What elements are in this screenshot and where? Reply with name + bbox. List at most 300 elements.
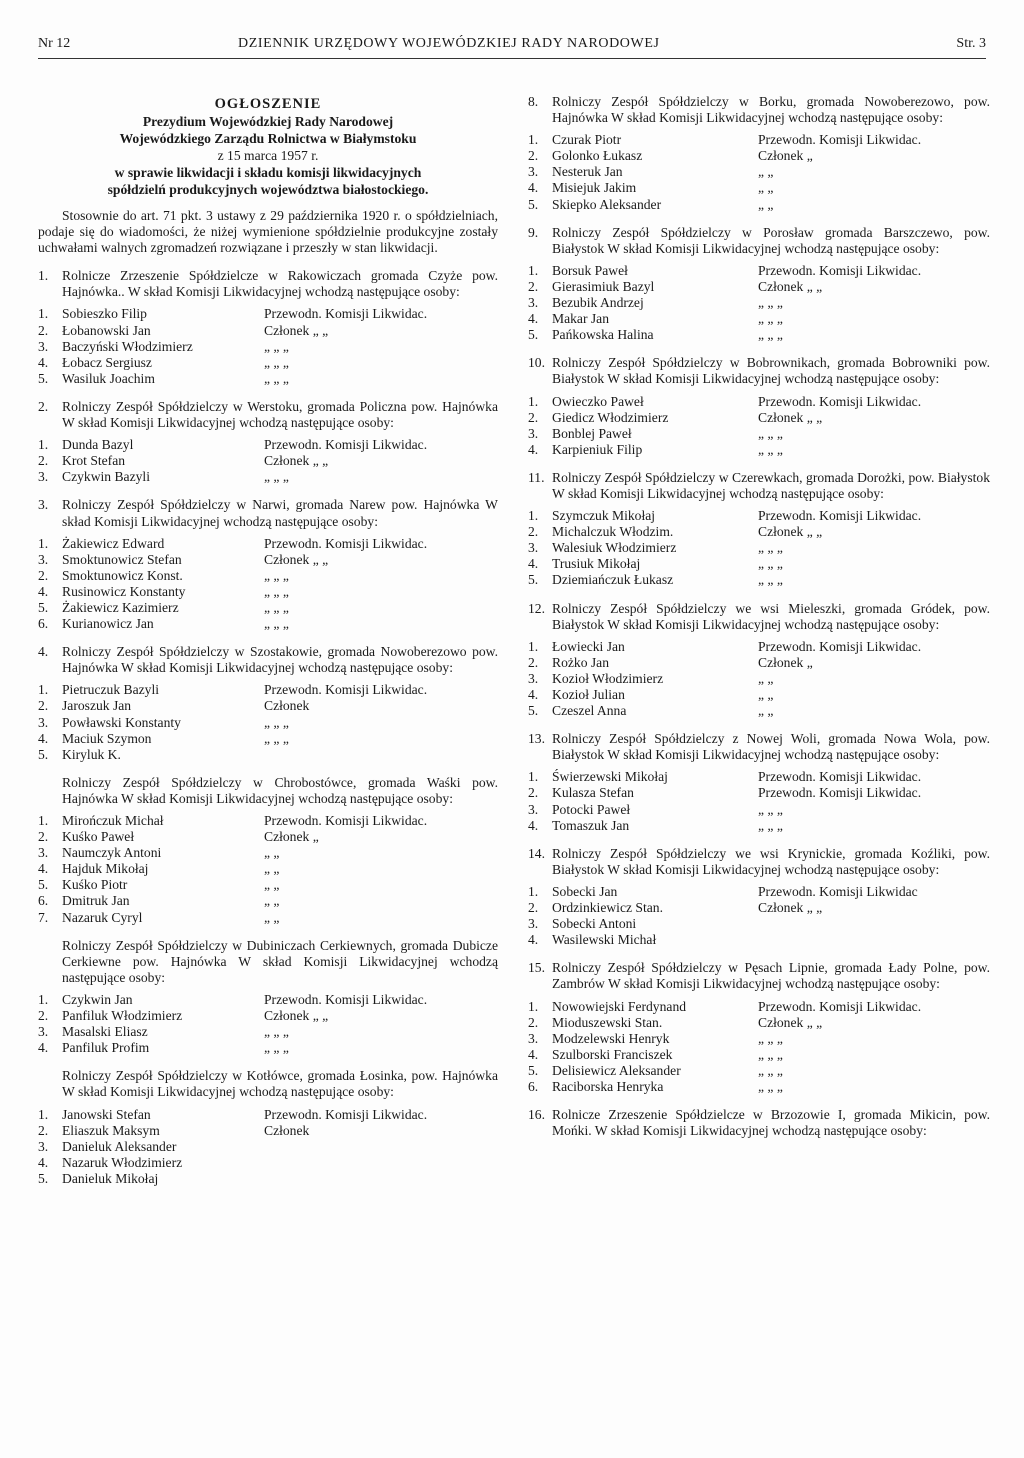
member-row: [38, 1107, 498, 1123]
member-row: [528, 442, 990, 458]
member-name: Jaroszuk Jan: [62, 698, 132, 714]
member-role: [264, 1139, 498, 1155]
member-name: Kiryluk K.: [62, 746, 121, 762]
member-name: Pańkowska Halina: [552, 327, 654, 343]
member-name: Kozioł Włodzimierz: [552, 670, 664, 686]
member-number: 5.: [528, 703, 539, 719]
member-number: 6.: [528, 1078, 539, 1094]
member-row: [38, 339, 498, 355]
member-number: 5.: [38, 599, 49, 615]
member-name: Powławski Konstanty: [62, 714, 181, 730]
member-name: Kuśko Piotr: [62, 877, 128, 893]
member-number: 1.: [528, 393, 539, 409]
member-number: 4.: [38, 1154, 49, 1170]
member-name: Smoktunowicz Konst.: [62, 567, 183, 583]
entry-heading: [38, 497, 498, 529]
entry-text: Rolniczy Zespół Spółdzielczy we wsi Krynickie, gromada Koźliki, pow. Białystok W skład Komisji Likwidacyjnej wchodzą następujące osoby:: [552, 845, 990, 877]
member-role: „ „ „: [758, 572, 783, 588]
entry-heading: [528, 846, 990, 878]
member-name: Gierasimiuk Bazyl: [552, 278, 655, 294]
member-name: Baczyński Włodzimierz: [62, 338, 193, 354]
member-name: Czykwin Jan: [62, 991, 133, 1007]
member-number: 4.: [38, 354, 49, 370]
member-number: 3.: [528, 295, 539, 311]
entry-heading: [528, 960, 990, 992]
member-role: Członek „ „: [758, 409, 823, 425]
member-role: Przewodn. Komisji Likwidac.: [264, 437, 428, 453]
member-row: [528, 327, 990, 343]
member-number: 3.: [528, 1030, 539, 1046]
member-number: 3.: [38, 338, 49, 354]
member-row: [528, 410, 990, 426]
member-role: Członek „: [264, 829, 319, 845]
entry-heading: [528, 1107, 990, 1139]
member-number: 1.: [38, 306, 49, 322]
cooperative-entry: [528, 470, 990, 589]
member-name: Hajduk Mikołaj: [62, 861, 149, 877]
member-row: [38, 568, 498, 584]
entry-text: Rolniczy Zespół Spółdzielczy w Dubiniczach Cerkiewnych, gromada Dubicze Cerkiewne pow. Hajnówka W skład Komisji Likwidacyjnej wchodzą następujące osoby:: [62, 937, 498, 985]
member-row: [38, 861, 498, 877]
member-row: [528, 1031, 990, 1047]
member-row: [528, 197, 990, 213]
left-entries: [38, 268, 498, 1187]
member-row: [38, 829, 498, 845]
member-role: „ „ „: [758, 441, 783, 457]
member-number: 3.: [528, 801, 539, 817]
entry-heading: [38, 268, 498, 300]
entry-text: Rolniczy Zespół Spółdzielczy we wsi Mieleszki, gromada Gródek, pow. Białystok W skład Komisji Likwidacyjnej wchodzą następujące osoby:: [552, 600, 990, 632]
member-number: 5.: [528, 572, 539, 588]
member-name: Ordzinkiewicz Stan.: [552, 900, 663, 916]
member-row: [38, 682, 498, 698]
member-role: „ „ „: [264, 370, 289, 386]
member-role: [758, 932, 990, 948]
member-number: 4.: [38, 730, 49, 746]
entry-number: 10.: [528, 355, 545, 371]
member-name: Tomaszuk Jan: [552, 817, 630, 833]
member-row: [38, 355, 498, 371]
member-name: Świerzewski Mikołaj: [552, 769, 668, 785]
entry-number: 12.: [528, 600, 545, 616]
entry-heading: [528, 601, 990, 633]
member-row: [528, 572, 990, 588]
cooperative-entry: [38, 399, 498, 485]
member-role: Członek „ „: [264, 1008, 329, 1024]
entry-text: Rolnicze Zrzeszenie Spółdzielcze w Rakowiczach gromada Czyże pow. Hajnówka.. W skład Komisji Likwidacyjnej wchodzą następujące osoby:: [62, 268, 498, 300]
member-row: [38, 1008, 498, 1024]
member-number: 4.: [528, 1046, 539, 1062]
member-number: 6.: [38, 893, 49, 909]
member-number: 3.: [528, 916, 539, 932]
member-number: 5.: [528, 1062, 539, 1078]
journal-title: DZIENNIK URZĘDOWY WOJEWÓDZKIEJ RADY NARODOWEJ: [238, 36, 660, 51]
member-number: 4.: [38, 861, 49, 877]
member-row: [528, 671, 990, 687]
member-role: „ „ „: [264, 1024, 289, 1040]
member-number: 3.: [38, 845, 49, 861]
member-row: [38, 469, 498, 485]
right-entries: [528, 94, 990, 1139]
member-row: [528, 540, 990, 556]
member-number: 5.: [38, 1170, 49, 1186]
member-role: „ „ „: [758, 1046, 783, 1062]
member-name: Czurak Piotr: [552, 132, 622, 148]
member-row: [38, 584, 498, 600]
authority-line-1: Prezydium Wojewódzkiej Rady Narodowej: [142, 114, 394, 129]
member-name: Rożko Jan: [552, 654, 610, 670]
member-name: Smoktunowicz Stefan: [62, 551, 182, 567]
member-row: [528, 524, 990, 540]
entry-number: 13.: [528, 731, 545, 747]
member-number: 2.: [528, 524, 539, 540]
member-row: [528, 148, 990, 164]
subject-line-2: spółdzielń produkcyjnych województwa białostockiego.: [107, 182, 429, 197]
entry-text: Rolnicze Zrzeszenie Spółdzielcze w Brzozowie I, gromada Mikicin, pow. Mońki. W skład Komisji Likwidacyjnej wchodzą następujące osoby:: [552, 1107, 990, 1139]
member-name: Mioduszewski Stan.: [552, 1014, 663, 1030]
member-name: Walesiuk Włodzimierz: [552, 540, 677, 556]
right-column: [528, 82, 990, 1139]
member-row: [528, 508, 990, 524]
member-number: 2.: [38, 829, 49, 845]
member-name: Szulborski Franciszek: [552, 1046, 673, 1062]
member-role: „ „ „: [758, 817, 783, 833]
member-role: Członek „ „: [264, 322, 329, 338]
member-role: „ „ „: [264, 583, 289, 599]
member-number: 1.: [38, 991, 49, 1007]
member-name: Potocki Paweł: [552, 801, 631, 817]
member-row: [38, 877, 498, 893]
member-row: [38, 600, 498, 616]
member-name: Kurianowicz Jan: [62, 616, 154, 632]
member-role: Przewodn. Komisji Likwidac.: [264, 813, 428, 828]
member-name: Modzelewski Henryk: [552, 1030, 670, 1046]
member-role: „ „: [758, 670, 774, 686]
member-role: Przewodn. Komisji Likwidac: [758, 883, 918, 899]
member-name: Czeszel Anna: [552, 703, 627, 719]
entry-text: Rolniczy Zespół Spółdzielczy w Szostakowie, gromada Nowoberezowo pow. Hajnówka W skład Komisji Likwidacyjnej wchodzą następujące osoby:: [62, 644, 498, 676]
member-row: [38, 1171, 498, 1187]
member-row: [38, 552, 498, 568]
member-number: 3.: [528, 540, 539, 556]
entry-number: 1.: [38, 268, 49, 284]
member-number: 1.: [528, 262, 539, 278]
member-number: 1.: [38, 813, 49, 828]
member-role: Członek „: [758, 654, 813, 670]
cooperative-entry: [38, 497, 498, 632]
member-role: „ „ „: [264, 354, 289, 370]
member-row: [38, 616, 498, 632]
member-name: Żakiewicz Edward: [62, 535, 165, 551]
member-row: [38, 813, 498, 829]
member-number: 2.: [528, 785, 539, 801]
member-row: [38, 371, 498, 387]
member-role: Przewodn. Komisji Likwidac.: [758, 393, 922, 409]
entry-number: 2.: [38, 398, 49, 414]
member-number: 2.: [38, 698, 49, 714]
member-name: Łobacz Sergiusz: [62, 354, 152, 370]
member-row: [38, 893, 498, 909]
member-number: 1.: [528, 638, 539, 654]
member-number: 4.: [528, 687, 539, 702]
member-number: 4.: [528, 556, 539, 572]
member-role: Przewodn. Komisji Likwidac.: [758, 508, 922, 524]
member-role: „ „ „: [264, 730, 289, 746]
member-role: Przewodn. Komisji Likwidac.: [264, 991, 428, 1007]
member-name: Kozioł Julian: [552, 687, 625, 702]
member-number: 2.: [528, 900, 539, 916]
member-number: 2.: [528, 278, 539, 294]
member-number: 3.: [528, 670, 539, 686]
member-name: Eliaszuk Maksym: [62, 1122, 160, 1138]
member-row: [528, 703, 990, 719]
member-role: Członek: [264, 698, 310, 714]
entry-heading: [38, 399, 498, 431]
member-number: 6.: [38, 616, 49, 632]
member-row: [528, 769, 990, 785]
member-row: [528, 687, 990, 703]
member-name: Panfiluk Włodzimierz: [62, 1008, 183, 1024]
member-row: [528, 295, 990, 311]
member-role: Przewodn. Komisji Likwidac.: [264, 682, 428, 698]
member-row: [38, 1139, 498, 1155]
member-role: „ „ „: [264, 714, 289, 730]
member-number: 4.: [38, 1040, 49, 1056]
entry-heading: [528, 470, 990, 502]
member-number: 5.: [38, 370, 49, 386]
cooperative-entry: [38, 268, 498, 387]
member-number: 2.: [38, 567, 49, 583]
left-column: [38, 82, 498, 1187]
member-role: Przewodn. Komisji Likwidac.: [758, 785, 922, 801]
member-number: 5.: [38, 877, 49, 893]
member-name: Szymczuk Mikołaj: [552, 508, 656, 524]
member-name: Danieluk Mikołaj: [62, 1170, 159, 1186]
member-role: „ „: [758, 196, 774, 212]
member-name: Borsuk Paweł: [552, 262, 628, 278]
cooperative-entry: [528, 94, 990, 213]
member-number: 4.: [528, 441, 539, 457]
member-row: [528, 639, 990, 655]
member-role: „ „ „: [264, 1040, 289, 1056]
member-number: 3.: [528, 425, 539, 441]
member-row: [528, 999, 990, 1015]
member-role: „ „ „: [758, 1078, 783, 1094]
member-role: „ „ „: [264, 469, 289, 485]
member-row: [528, 785, 990, 801]
member-number: 4.: [528, 180, 539, 196]
cooperative-entry: [38, 938, 498, 1057]
member-number: 4.: [528, 817, 539, 833]
member-role: „ „ „: [758, 295, 783, 311]
member-role: Przewodn. Komisji Likwidac.: [758, 638, 922, 654]
entry-number: 4.: [38, 644, 49, 660]
member-role: [264, 747, 498, 763]
member-row: [38, 437, 498, 453]
member-number: 3.: [38, 551, 49, 567]
member-row: [528, 279, 990, 295]
member-role: „ „: [264, 909, 280, 925]
member-role: „ „ „: [758, 801, 783, 817]
member-row: [528, 556, 990, 572]
member-role: „ „ „: [264, 567, 289, 583]
entry-heading: [38, 938, 498, 986]
member-name: Makar Jan: [552, 311, 609, 327]
member-row: [528, 1079, 990, 1095]
member-number: 3.: [38, 1138, 49, 1154]
member-name: Nowowiejski Ferdynand: [552, 998, 687, 1014]
entry-number: 14.: [528, 845, 545, 861]
member-role: „ „: [758, 703, 774, 719]
cooperative-entry: [38, 775, 498, 926]
member-row: [38, 747, 498, 763]
cooperative-entry: [528, 355, 990, 458]
subject-line-1: w sprawie likwidacji i składu komisji likwidacyjnych: [114, 165, 422, 180]
member-number: 2.: [528, 654, 539, 670]
cooperative-entry: [38, 644, 498, 763]
cooperative-entry: [528, 601, 990, 720]
member-name: Raciborska Henryka: [552, 1078, 664, 1094]
member-number: 3.: [38, 1024, 49, 1040]
member-name: Nazaruk Włodzimierz: [62, 1154, 183, 1170]
member-row: [38, 306, 498, 322]
page-header: [38, 36, 986, 59]
announcement-date: z 15 marca 1957 r.: [217, 148, 319, 163]
entry-text: Rolniczy Zespół Spółdzielczy w Kotłówce, gromada Łosinka, pow. Hajnówka W skład Komisji Likwidacyjnej wchodzą następujące osoby:: [62, 1068, 498, 1100]
entry-text: Rolniczy Zespół Spółdzielczy w Chrobostówce, gromada Waśki pow. Hajnówka W skład Komisji Likwidacyjnej wchodzą następujące osoby:: [62, 774, 498, 806]
member-role: Członek „ „: [264, 453, 329, 469]
member-number: 2.: [38, 1122, 49, 1138]
member-name: Bezubik Andrzej: [552, 295, 644, 311]
entry-heading: [528, 225, 990, 257]
announcement-heading: [38, 96, 498, 198]
member-name: Mirończuk Michał: [62, 813, 164, 828]
entry-text: Rolniczy Zespół Spółdzielczy w Czerewkach, gromada Dorożki, pow. Białystok W skład Komisji Likwidacyjnej wchodzą następujące osoby:: [552, 469, 990, 501]
member-role: Przewodn. Komisji Likwidac.: [264, 535, 428, 551]
member-name: Trusiuk Mikołaj: [552, 556, 641, 572]
member-name: Dziemiańczuk Łukasz: [552, 572, 674, 588]
member-row: [38, 1024, 498, 1040]
member-name: Owieczko Paweł: [552, 393, 644, 409]
member-role: Członek „ „: [758, 900, 823, 916]
member-name: Skiepko Aleksander: [552, 196, 662, 212]
cooperative-entry: [528, 731, 990, 834]
page-number: Str. 3: [956, 36, 986, 51]
member-name: Danieluk Aleksander: [62, 1138, 177, 1154]
member-row: [528, 655, 990, 671]
authority-line-2: Wojewódzkiego Zarządu Rolnictwa w Białymstoku: [119, 131, 417, 146]
member-name: Sobecki Jan: [552, 883, 618, 899]
member-name: Golonko Łukasz: [552, 148, 643, 164]
member-row: [528, 884, 990, 900]
member-role: [264, 1171, 498, 1187]
entry-number: 3.: [38, 497, 49, 513]
entry-text: Rolniczy Zespół Spółdzielczy w Werstoku, gromada Policzna pow. Hajnówka W skład Komisji Likwidacyjnej wchodzą następujące osoby:: [62, 398, 498, 431]
member-number: 1.: [528, 769, 539, 785]
member-row: [528, 1047, 990, 1063]
member-role: „ „: [758, 687, 774, 702]
member-number: 7.: [38, 909, 49, 925]
member-name: Nesteruk Jan: [552, 164, 623, 180]
member-row: [38, 1040, 498, 1056]
cooperative-entry: [528, 846, 990, 949]
member-number: 2.: [38, 453, 49, 469]
member-role: Członek „: [758, 148, 813, 164]
member-row: [528, 802, 990, 818]
member-row: [528, 426, 990, 442]
member-name: Masalski Eliasz: [62, 1024, 148, 1040]
member-role: „ „ „: [758, 556, 783, 572]
member-name: Misiejuk Jakim: [552, 180, 637, 196]
member-role: „ „: [264, 893, 280, 909]
member-name: Sobieszko Filip: [62, 306, 147, 322]
member-role: [758, 916, 990, 932]
entry-heading: [38, 1068, 498, 1100]
member-role: „ „ „: [758, 425, 783, 441]
member-name: Kuśko Paweł: [62, 829, 135, 845]
member-number: 3.: [38, 714, 49, 730]
member-row: [528, 394, 990, 410]
member-role: „ „: [264, 877, 280, 893]
member-row: [38, 845, 498, 861]
issue-number: Nr 12: [38, 36, 71, 51]
member-name: Naumczyk Antoni: [62, 845, 162, 861]
member-number: 1.: [528, 883, 539, 899]
cooperative-entry: [528, 1107, 990, 1139]
member-number: 2.: [528, 148, 539, 164]
member-row: [528, 818, 990, 834]
member-row: [38, 910, 498, 926]
member-role: Członek „ „: [758, 278, 823, 294]
member-name: Nazaruk Cyryl: [62, 909, 143, 925]
member-number: 1.: [38, 535, 49, 551]
member-name: Giedicz Włodzimierz: [552, 409, 669, 425]
member-role: Przewodn. Komisji Likwidac.: [758, 998, 922, 1014]
member-name: Pietruczuk Bazyli: [62, 682, 160, 698]
member-row: [38, 698, 498, 714]
member-number: 4.: [38, 583, 49, 599]
member-number: 1.: [528, 508, 539, 524]
member-role: „ „: [264, 845, 280, 861]
member-row: [528, 916, 990, 932]
member-number: 2.: [528, 1014, 539, 1030]
entry-text: Rolniczy Zespół Spółdzielczy w Porosław gromada Barszczewo, pow. Białystok W skład Komisji Likwidacyjnej wchodzą następujące osoby:: [552, 224, 990, 256]
member-role: „ „ „: [758, 1062, 783, 1078]
member-name: Żakiewicz Kazimierz: [62, 599, 179, 615]
member-row: [38, 1155, 498, 1171]
entry-number: 8.: [528, 94, 539, 109]
member-role: „ „ „: [264, 599, 289, 615]
entry-number: 16.: [528, 1107, 545, 1123]
member-number: 4.: [528, 311, 539, 327]
member-role: „ „ „: [758, 540, 783, 556]
member-row: [38, 536, 498, 552]
announcement-title: OGŁOSZENIE: [214, 96, 322, 112]
member-name: Czykwin Bazyli: [62, 469, 150, 485]
member-number: 1.: [38, 682, 49, 698]
member-name: Sobecki Antoni: [552, 916, 637, 932]
member-role: Członek: [264, 1122, 310, 1138]
member-number: 5.: [528, 327, 539, 343]
member-row: [38, 453, 498, 469]
member-name: Łowiecki Jan: [552, 638, 625, 654]
member-name: Dunda Bazyl: [62, 437, 134, 453]
member-role: Przewodn. Komisji Likwidac.: [264, 306, 428, 322]
member-role: Członek „ „: [264, 551, 329, 567]
member-role: Przewodn. Komisji Likwidac.: [264, 1106, 428, 1122]
member-number: 3.: [528, 164, 539, 180]
entry-heading: [38, 775, 498, 807]
